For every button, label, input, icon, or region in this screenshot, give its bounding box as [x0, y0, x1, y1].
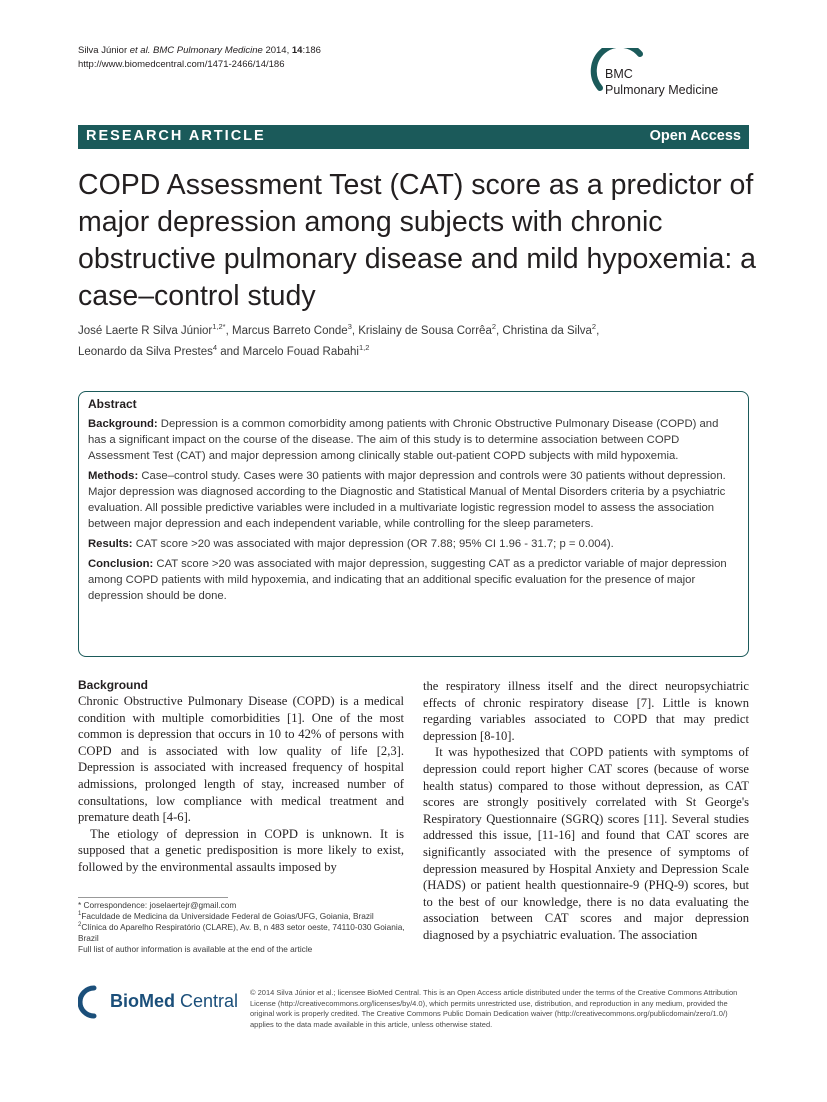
- citation-pages: :186: [302, 45, 321, 56]
- author-info-note: Full list of author information is available at the end of the article: [78, 944, 313, 954]
- body-column-right: [423, 678, 749, 944]
- affiliation-note: $^1$Faculdade de Medicina da Universidade Federal de Goias/UFG, Goiania, Brazil: [78, 911, 374, 921]
- author: Christina da Silva$^2$,: [502, 322, 600, 337]
- article-title: COPD Assessment Test (CAT) score as a predictor of major depression among subjects with chronic obstructive pulmonary disease and mild hypoxemia: a case–control study: [78, 169, 757, 312]
- author: Leonardo da Silva Prestes$^4$ and: [78, 343, 243, 358]
- citation-line: [78, 44, 321, 58]
- author: Marcus Barreto Conde$^3$,: [231, 322, 359, 337]
- journal-logo: [590, 48, 765, 103]
- license-statement: © 2014 Silva Júnior et al.; licensee BioMed Central. This is an Open Access article distributed under the terms of the Creative Commons Attribution License (http://creativecommons.org/licenses/by/4.0), which permits unrestricted use, distribution, and reproduction in any medium, provided the original work is properly credited. The Creative Commons Public Domain Dedication waiver (http://creativecommons.org/publicdomain/zero/1.0/) applies to the data made available in this article, unless otherwise stated.: [250, 988, 738, 1029]
- body-paragraph: It was hypothesized that COPD patients with symptoms of depression could report higher CAT scores (because of worse health status) compared to those without depression, as CAT scores are strongly positively correlated with St George's Respiratory Questionnaire (SGRQ) scores [11]. Several studies addressed this issue, [11-16] and found that CAT scores are significantly associated with the presence of symptoms of depression measured by Hospital Anxiety and Depression Scale (HADS) or patient health questionnaire-9 (PHQ-9) scores, but to the best of our knowledge, there is no data evaluating the association between CAT scores and major depression diagnosed by a psychiatric evaluation. The association: [423, 745, 749, 942]
- abstract-background: Background: Depression is a common comorbidity among patients with Chronic Obstructive Pulmonary Disease (COPD) and has a significant impact on the course of the disease. The aim of this study is to determine association between COPD Assessment Test (CAT) and major depression among clinically stable out-patient COPD subjects with mild hypoxemia.: [88, 418, 719, 462]
- abstract-methods: Methods: Case–control study. Cases were 30 patients with major depression and controls were 30 patients without depression. Major depression was diagnosed according to the Diagnostic and Statistical Manual of Mental Disorders criteria by a psychiatric evaluation. All possible predictive variables were included in a multivariate logistic regression model to assess the association between major depression and each independent variable, while controlling for the sleep parameters.: [88, 470, 726, 530]
- body-paragraph: the respiratory illness itself and the direct neuropsychiatric effects of chronic respiratory disease [7]. Little is known regarding variables associated to COPD that may predict depression [8-10].: [423, 679, 749, 743]
- author-list: [78, 321, 758, 363]
- citation-authors: Silva Júnior: [78, 45, 130, 56]
- article-type-label: RESEARCH ARTICLE: [86, 128, 266, 144]
- abstract-results: Results: CAT score >20 was associated with major depression (OR 7.88; 95% CI 1.96 - 31.7; p = 0.004).: [88, 538, 614, 550]
- biomed-central-logo: [78, 984, 238, 1024]
- affiliation-note: $^2$Clínica do Aparelho Respiratório (CLARE), Av. B, n 483 setor oeste, 74110-030 Goiania, Brazil: [78, 922, 405, 943]
- author: Marcelo Fouad Rabahi$^{1,2}$: [242, 343, 370, 358]
- footnotes: [78, 900, 408, 955]
- author: José Laerte R Silva Júnior$^{1,2*}$,: [78, 322, 232, 337]
- section-heading-background: Background: [78, 678, 149, 692]
- biomed-central-logo-text: BioMed Central: [110, 991, 239, 1011]
- biomed-central-logo-icon: [78, 984, 108, 1020]
- open-access-label: Open Access: [649, 128, 741, 144]
- footnote-divider: [78, 897, 228, 898]
- journal-logo-bmc: BMC: [605, 67, 633, 81]
- body-paragraph: The etiology of depression in COPD is unknown. It is supposed that a genetic predisposition is more likely to exist, followed by the environmental assaults imposed by: [78, 826, 404, 874]
- abstract-box: [78, 391, 749, 657]
- abstract-heading: Abstract: [88, 397, 137, 411]
- citation-header: [78, 44, 321, 72]
- article-type-banner: [78, 125, 749, 149]
- body-column-left: [78, 677, 404, 876]
- citation-year: 2014,: [262, 45, 292, 56]
- correspondence-note: * Correspondence: joselaertejr@gmail.com: [78, 900, 237, 910]
- citation-journal: et al. BMC Pulmonary Medicine: [129, 45, 263, 56]
- body-paragraph: Chronic Obstructive Pulmonary Disease (COPD) is a medical condition with multiple comorbidities [1]. One of the most common is depression that occurs in 10 to 42% of persons with COPD and is associated with low quality of life [2,3]. Depression is associated with increased frequency of hospital admissions, prolonged length of stay, increased number of consultations, low compliance with medical treatment and premature death [4-6].: [78, 694, 404, 825]
- citation-volume: 14: [291, 45, 303, 56]
- journal-logo-name: Pulmonary Medicine: [605, 83, 719, 97]
- abstract-conclusion: Conclusion: CAT score >20 was associated with major depression, suggesting CAT as a predictor variable of major depression among COPD patients with mild hypoxemia, and indicating that an additional specific evaluation for the presence of major depression should be done.: [88, 558, 727, 602]
- article-url[interactable]: http://www.biomedcentral.com/1471-2466/14/186: [78, 59, 285, 70]
- author: Krislainy de Sousa Corrêa$^2$,: [358, 322, 503, 337]
